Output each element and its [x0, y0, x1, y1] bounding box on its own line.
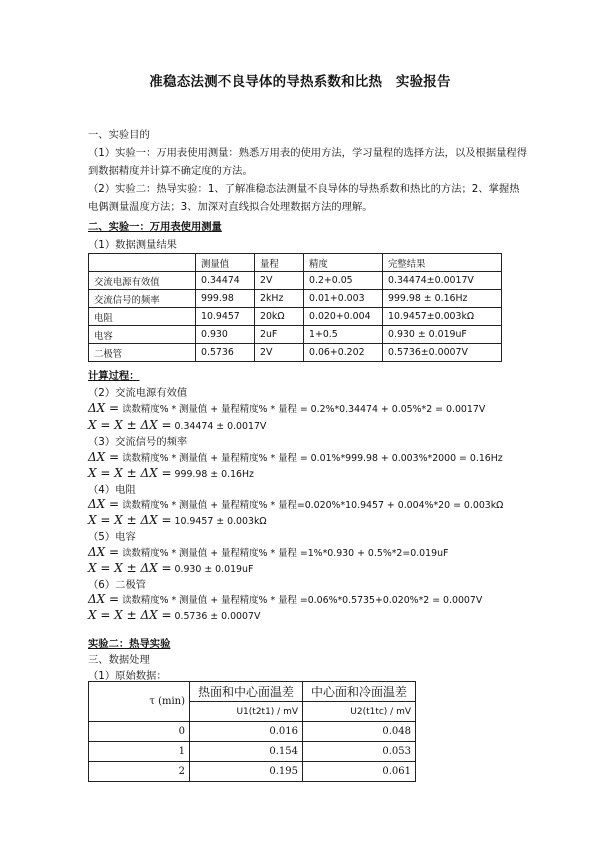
table-cell: 2 — [89, 762, 190, 782]
table-cell: 0.020+0.004 — [304, 308, 383, 326]
purpose-paragraph-1: （1）实验一：万用表使用测量：熟悉万用表的使用方法，学习量程的选择方法，以及根据量程得到数据精度并计算不确定度的方法。 — [88, 147, 528, 177]
calc-item-label: （3）交流信号的频率 — [88, 436, 188, 448]
table-cell: 0.01+0.003 — [304, 290, 383, 308]
delta-expression: 读数精度% * 测量值 + 量程精度% * 量程 = 0.2%*0.34474 + 0.05%*2 = 0.0017V — [122, 404, 486, 415]
table-cell: 0.930 — [196, 326, 255, 344]
table-cell: 2V — [255, 344, 304, 362]
table-header-cell — [89, 254, 196, 272]
result-symbol: X = X ± ΔX = — [88, 513, 172, 527]
raw-data-label: （1）原始数据： — [88, 670, 167, 682]
table-cell: 0.195 — [190, 762, 303, 782]
exp1-heading: 二、实验一：万用表使用测量 — [88, 221, 222, 233]
calc-item-label: （4）电阻 — [88, 484, 136, 496]
delta-expression: 读数精度% * 测量值 + 量程精度% * 量程 = 0.01%*999.98 + 0.003%*2000 = 0.16Hz — [122, 453, 503, 464]
result-value: 0.930 ± 0.019uF — [174, 564, 254, 575]
delta-formula — [88, 592, 482, 606]
table-cell: 电容 — [89, 326, 196, 344]
col1-header-bottom: U1(t2t1) / mV — [190, 702, 303, 722]
result-formula — [88, 418, 266, 432]
table-cell: 0 — [89, 722, 190, 742]
delta-symbol: ΔX = — [88, 497, 120, 511]
table-cell: 0.053 — [303, 742, 416, 762]
table-cell: 电阻 — [89, 308, 196, 326]
exp2-heading: 实验二：热导实验 — [88, 638, 171, 650]
data-processing-heading: 三、数据处理 — [88, 654, 150, 666]
table-row — [89, 326, 502, 344]
table-cell: 20kΩ — [255, 308, 304, 326]
table-row — [89, 742, 416, 762]
purpose-section — [88, 126, 528, 216]
calc-item-label: （5）电容 — [88, 531, 136, 543]
table-cell: 交流信号的频率 — [89, 290, 196, 308]
delta-formula — [88, 450, 503, 464]
result-formula — [88, 513, 267, 527]
raw-data-table — [88, 681, 416, 782]
table-cell: 0.34474±0.0017V — [383, 272, 502, 290]
result-value: 0.34474 ± 0.0017V — [174, 421, 267, 432]
delta-symbol: ΔX = — [88, 450, 120, 464]
result-symbol: X = X ± ΔX = — [88, 466, 172, 480]
result-symbol: X = X ± ΔX = — [88, 418, 172, 432]
table-row — [89, 344, 502, 362]
table-cell: 交流电源有效值 — [89, 272, 196, 290]
table-row — [89, 308, 502, 326]
exp1-header — [88, 218, 528, 254]
table-cell: 0.5736±0.0007V — [383, 344, 502, 362]
table-header-row — [89, 254, 502, 272]
table-cell: 999.98 — [196, 290, 255, 308]
table-cell: 0.34474 — [196, 272, 255, 290]
calc-heading: 计算过程： — [88, 370, 140, 382]
measurement-table — [88, 253, 502, 362]
delta-symbol: ΔX = — [88, 545, 120, 559]
purpose-heading: 一、实验目的 — [88, 129, 150, 141]
result-formula — [88, 608, 260, 622]
col2-header-bottom: U2(t1tc) / mV — [303, 702, 416, 722]
table-header-cell: 测量值 — [196, 254, 255, 272]
delta-expression: 读数精度% * 测量值 + 量程精度% * 量程=0.020%*10.9457 + 0.004%*20 = 0.003kΩ — [122, 500, 504, 511]
result-value: 0.5736 ± 0.0007V — [174, 611, 261, 622]
table-cell: 0.016 — [190, 722, 303, 742]
table-cell: 999.98 ± 0.16Hz — [383, 290, 502, 308]
table-cell: 1 — [89, 742, 190, 762]
report-title: 准稳态法测不良导体的导热系数和比热 实验报告 — [149, 74, 451, 90]
table-cell: 2V — [255, 272, 304, 290]
table-cell: 二极管 — [89, 344, 196, 362]
table-cell: 0.2+0.05 — [304, 272, 383, 290]
tau-header: τ (min) — [89, 682, 190, 722]
col1-header-top: 热面和中心面温差 — [190, 682, 303, 702]
table-cell: 0.061 — [303, 762, 416, 782]
delta-formula — [88, 401, 485, 415]
table-row — [89, 272, 502, 290]
col2-header-top: 中心面和冷面温差 — [303, 682, 416, 702]
result-formula — [88, 561, 253, 575]
delta-symbol: ΔX = — [88, 592, 120, 606]
table-row — [89, 722, 416, 742]
result-value: 10.9457 ± 0.003kΩ — [174, 516, 267, 527]
table-cell: 0.154 — [190, 742, 303, 762]
table-cell: 10.9457±0.003kΩ — [383, 308, 502, 326]
delta-formula — [88, 497, 503, 511]
table-header-cell: 精度 — [304, 254, 383, 272]
result-value: 999.98 ± 0.16Hz — [174, 469, 254, 480]
table-cell: 0.930 ± 0.019uF — [383, 326, 502, 344]
table-cell: 1+0.5 — [304, 326, 383, 344]
calc-item-label: （2）交流电源有效值 — [88, 387, 188, 399]
purpose-paragraph-2: （2）实验二：热导实验：1、了解准稳态法测量不良导体的导热系数和热比的方法；2、掌握热电偶测量温度方法；3、加深对直线拟合处理数据方法的理解。 — [88, 183, 520, 213]
table-header-cell: 量程 — [255, 254, 304, 272]
delta-symbol: ΔX = — [88, 401, 120, 415]
table-cell: 0.048 — [303, 722, 416, 742]
result-symbol: X = X ± ΔX = — [88, 608, 172, 622]
table-row — [89, 290, 502, 308]
delta-formula — [88, 545, 448, 559]
delta-expression: 读数精度% * 测量值 + 量程精度% * 量程 =1%*0.930 + 0.5%*2=0.019uF — [122, 548, 449, 559]
delta-expression: 读数精度% * 测量值 + 量程精度% * 量程 =0.06%*0.5735+0.020%*2 = 0.0007V — [122, 595, 483, 606]
table-cell: 0.5736 — [196, 344, 255, 362]
exp1-subheading: （1）数据测量结果 — [88, 239, 177, 251]
table-cell: 0.06+0.202 — [304, 344, 383, 362]
table-row — [89, 762, 416, 782]
calc-item-label: （6）二极管 — [88, 579, 147, 591]
table-header-row — [89, 682, 416, 702]
table-cell: 10.9457 — [196, 308, 255, 326]
result-symbol: X = X ± ΔX = — [88, 561, 172, 575]
table-cell: 2kHz — [255, 290, 304, 308]
result-formula — [88, 466, 254, 480]
table-cell: 2uF — [255, 326, 304, 344]
table-header-cell: 完整结果 — [383, 254, 502, 272]
